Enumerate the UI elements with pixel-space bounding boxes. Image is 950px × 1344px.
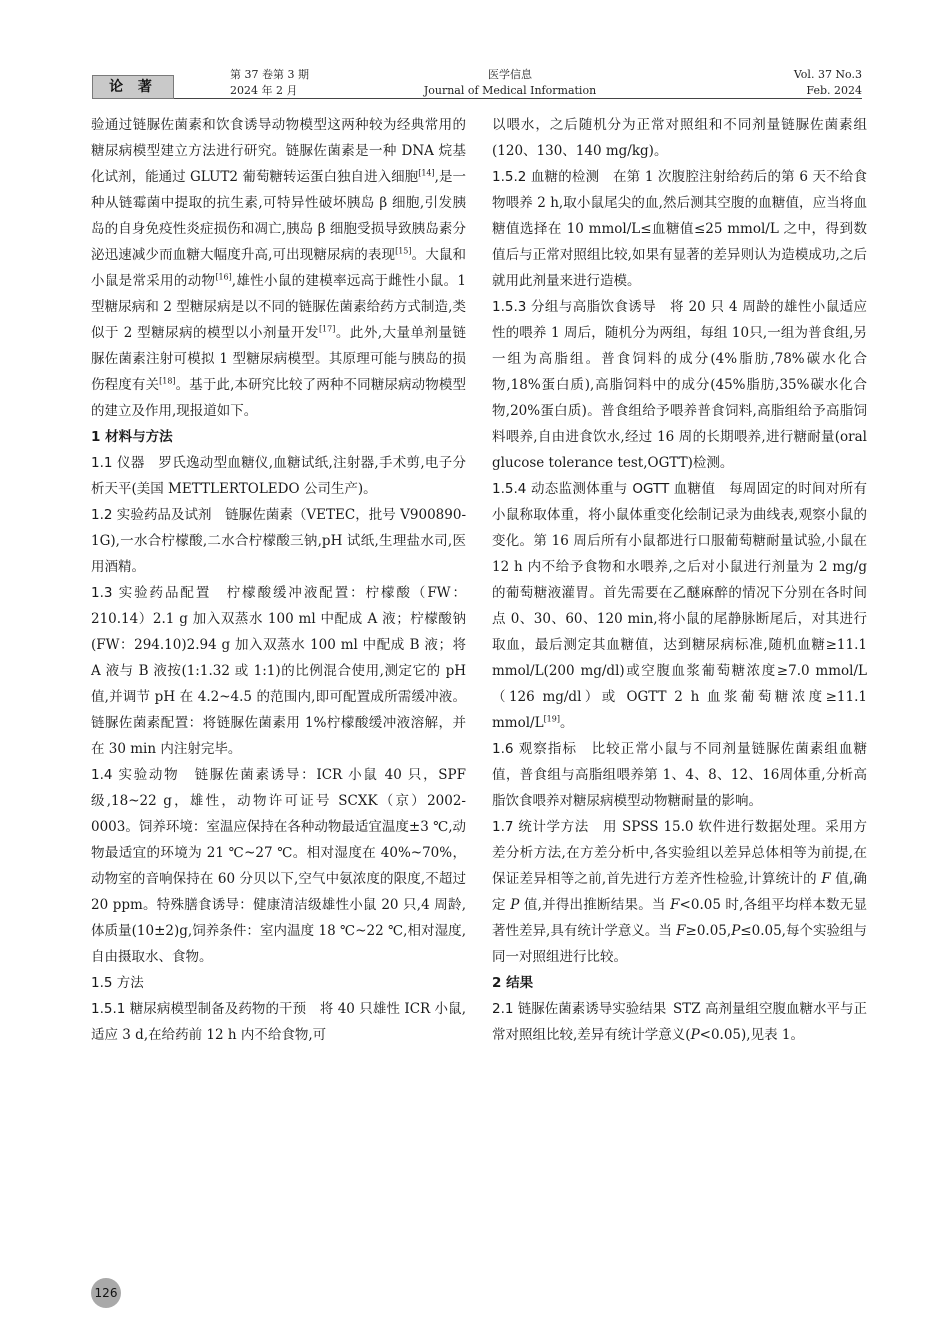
citation: [16] <box>215 272 232 282</box>
paragraph-1-5-3: 1.5.3 分组与高脂饮食诱导 将 20 只 4 周龄的雄性小鼠适应性的喂养 1 周后，随机分为两组，每组 10只,一组为普食组,另一组为高脂组。普食饲料的成分(4%脂肪,78%碳水化合物,18%蛋白质),高脂饲料中的成分(45%脂肪,35%碳水化合物,20%蛋白质)。普食组给予喂养普食饲料,高脂组给予高脂饲料喂养,自由进食饮水,经过 16 周的长期喂养,进行糖耐量(oral glucose tolerance test,OGTT)检测。 <box>492 299 867 471</box>
paragraph-1-5-2: 1.5.2 血糖的检测 在第 1 次腹腔注射给药后的第 6 天不给食物喂养 2 h,取小鼠尾尖的血,然后测其空腹的血糖值，应当将血糖值选择在 10 mmol/L≤血糖值≤25 mmol/L 之中，得到数值后与正常对照组比较,如果有显著的差异则认为造模成功,之后就用此剂量来进行造模。 <box>492 169 867 289</box>
right-column <box>492 112 867 1048</box>
paragraph-1-6: 1.6 观察指标 比较正常小鼠与不同剂量链脲佐菌素组血糖值，普食组与高脂组喂养第 1、4、8、12、16周体重,分析高脂饮食喂养对糖尿病模型动物糖耐量的影响。 <box>492 741 868 809</box>
citation: [19] <box>543 714 560 724</box>
header-rule <box>174 98 862 99</box>
paragraph-1-5-4: 1.5.4 动态监测体重与 OGTT 血糖值 每周固定的时间对所有小鼠称取体重，将小鼠体重变化绘制记录为曲线表,观察小鼠的变化。第 16 周后所有小鼠都进行口服葡萄糖耐量试验,小鼠在 12 h 内不给予食物和水喂养,之后对小鼠进行剂量为 2 mg/g 的葡萄糖液灌胃。首先需要在乙醚麻醉的情况下分别在各时间点 0、30、60、120 min,将小鼠的尾静脉断尾后，对其进行取血，最后测定其血糖值，达到糖尿病标准,随机血糖≥11.1 mmol/L(200 mg/dl)或空腹血浆葡萄糖浓度≥7.0 mmol/L（126 mg/dl）或 OGTT 2 h 血浆葡萄糖浓度≥11.1 mmol/L[19]。 <box>492 481 868 731</box>
citation: [14] <box>418 168 435 178</box>
paragraph-2-1: 2.1 链脲佐菌素诱导实验结果 STZ 高剂量组空腹血糖水平与正常对照组比较,差异有统计学意义(P<0.05),见表 1。 <box>492 1001 867 1043</box>
subheading-1-5: 1.5 方法 <box>91 975 144 991</box>
page-number: 126 <box>91 1278 121 1308</box>
paragraph-1-1: 1.1 仪器 罗氏逸动型血糖仪,血糖试纸,注射器,手术剪,电子分析天平(美国 METTLERTOLEDO 公司生产)。 <box>91 455 466 497</box>
paragraph-1-2: 1.2 实验药品及试剂 链脲佐菌素（VETEC，批号 V900890-1G),一水合柠檬酸,二水合柠檬酸三钠,pH 试纸,生理盐水司,医用酒精。 <box>91 507 467 575</box>
citation: [18] <box>159 376 176 386</box>
citation: [15] <box>395 246 412 256</box>
paragraph-1-5-1: 1.5.1 糖尿病模型制备及药物的干预 将 40 只雄性 ICR 小鼠,适应 3 d,在给药前 12 h 内不给食物,可 <box>91 1001 466 1043</box>
citation: [17] <box>318 324 336 334</box>
section-tab: 论 著 <box>92 75 174 99</box>
left-column <box>91 112 466 1048</box>
date-cn: 2024 年 2 月 <box>230 84 298 97</box>
intro-paragraph: 验通过链脲佐菌素和饮食诱导动物模型这两种较为经典常用的糖尿病模型建立方法进行研究。链脲佐菌素是一种 DNA 烷基化试剂，能通过 GLUT2 葡萄糖转运蛋白独自进入细胞[14],是一种从链霉菌中提取的抗生素,可特异性破坏胰岛 β 细胞,引发胰岛的自身免疫性炎症损伤和凋亡,胰岛 β 细胞受损导致胰岛素分泌迅速减少而血糖大幅度升高,可出现糖尿病的表现[15]。大鼠和小鼠是常采用的动物[16],雄性小鼠的建模率远高于雌性小鼠。1 型糖尿病和 2 型糖尿病是以不同的链脲佐菌素给药方式制造,类似于 2 型糖尿病的模型以小剂量开发[17]。此外,大量单剂量链脲佐菌素注射可模拟 1 型糖尿病模型。其原理可能与胰岛的损伤程度有关[18]。基于此,本研究比较了两种不同糖尿病动物模型的建立及作用,现报道如下。 <box>91 117 467 419</box>
paragraph-1-7: 1.7 统计学方法 用 SPSS 15.0 软件进行数据处理。采用方差分析方法,在方差分析中,各实验组以差异总体相等为前提,在保证差异相等之前,首先进行方差齐性检验,计算统计的 F 值,确定 P 值,并得出推断结果。当 F<0.05 时,各组平均样本数无显著性差异,具有统计学意义。当 F≥0.05,P≤0.05,每个实验组与同一对照组进行比较。 <box>492 819 868 965</box>
date-en: Feb. 2024 <box>806 84 862 97</box>
paragraph-continued: 以喂水，之后随机分为正常对照组和不同剂量链脲佐菌素组(120、130、140 mg/kg)。 <box>492 117 867 159</box>
section-heading: 2 结果 <box>492 975 534 991</box>
journal-name-cn: 医学信息 <box>488 68 532 81</box>
paragraph-1-3: 1.3 实验药品配置 柠檬酸缓冲液配置：柠檬酸（FW：210.14）2.1 g 加入双蒸水 100 ml 中配成 A 液；柠檬酸钠(FW：294.10)2.94 g 加入双蒸水 100 ml 中配成 B 液；将 A 液与 B 液按(1:1.32 或 1:1)的比例混合使用,测定它的 pH 值,并调节 pH 在 4.2~4.5 的范围内,即可配置成所需缓冲液。链脲佐菌素配置：将链脲佐菌素用 1%柠檬酸缓冲液溶解，并在 30 min 内注射完毕。 <box>91 585 466 757</box>
paragraph-1-4: 1.4 实验动物 链脲佐菌素诱导：ICR 小鼠 40 只，SPF 级,18~22 g，雄性，动物许可证号 SCXK（京）2002-0003。饲养环境：室温应保持在各种动物最适宜温度±3 ℃,动物最适宜的环境为 21 ℃~27 ℃。相对湿度在 40%~70%，动物室的音响保持在 60 分贝以下,空气中氨浓度的限度,不超过 20 ppm。特殊膳食诱导：健康清洁级雄性小鼠 20 只,4 周龄,体质量(10±2)g,饲养条件：室内温度 18 ℃~22 ℃,相对湿度,自由摄取水、食物。 <box>91 767 466 965</box>
section-heading: 1 材料与方法 <box>91 429 173 445</box>
volume-en: Vol. 37 No.3 <box>793 68 862 81</box>
journal-name-en: Journal of Medical Information <box>423 84 597 97</box>
volume-cn: 第 37 卷第 3 期 <box>230 68 309 81</box>
